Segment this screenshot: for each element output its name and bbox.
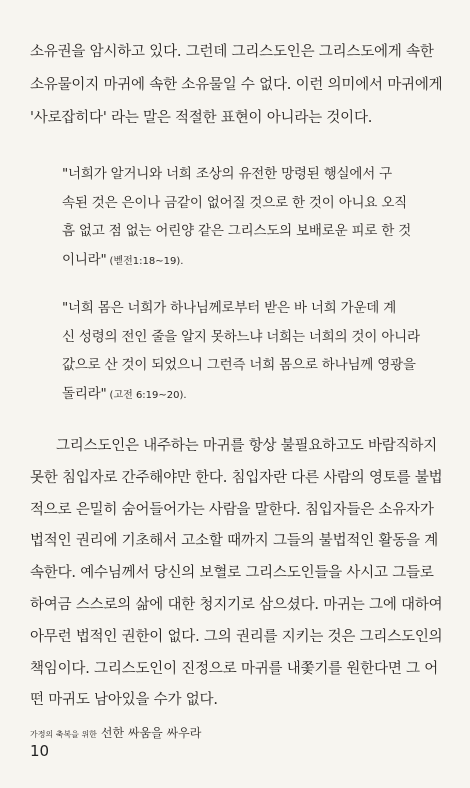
quote-line: 흠 없고 점 없는 어린양 같은 그리스도의 보배로운 피로 한 것 [62,223,412,239]
text-line: 소유권을 암시하고 있다. 그런데 그리스도인은 그리스도에게 속한 [30,44,434,60]
text-line: 적으로 은밀히 숨어들어가는 사람을 말한다. 침입자들은 소유자가 [30,501,434,518]
scripture-reference: (벧전1:18~19). [109,255,184,267]
quote-last-line [62,380,434,411]
text-line: 못한 침입자로 간주해야만 한다. 침입자란 다른 사람의 영토를 불법 [30,469,443,486]
quote-line: "너희가 알거니와 너희 조상의 유전한 망령된 행실에서 구 [62,166,392,182]
scripture-quote-2 [62,294,434,410]
text-line: 하여금 스스로의 삶에 대한 청지기로 삼으셨다. 마귀는 그에 대하여 [30,596,443,613]
text-line: 속한다. 예수님께서 당신의 보혈로 그리스도인들을 사시고 그들로 [30,565,434,582]
text-line [30,431,450,463]
text-line: 떤 마귀도 남아있을 수가 없다. [30,692,218,709]
main-paragraph [30,431,450,717]
text-line: '사로잡히다' 라는 말은 적절한 표현이 아니라는 것이다. [30,110,373,126]
page-number: 10 [30,742,50,760]
book-title: 선한 싸움을 싸우라 [100,726,202,740]
quote-line: "너희 몸은 너희가 하나님께로부터 받은 바 너희 가운데 계 [62,300,397,316]
running-footer [30,722,201,741]
quote-line: 값으로 산 것이 되었으니 그런즉 너희 몸으로 하나님께 영광을 [62,357,416,373]
quote-text: 돌리라" [62,385,107,402]
text-line: 책임이다. 그리스도인이 진정으로 마귀를 내쫓기를 원한다면 그 어 [30,660,439,677]
quote-text: 이니라" [62,251,107,268]
top-paragraph [30,36,448,135]
scripture-quote-1 [62,160,434,276]
text-line: 아무런 법적인 권한이 없다. 그의 권리를 지키는 것은 그리스도인의 [30,628,443,645]
quote-last-line [62,246,434,277]
quote-line: 신 성령의 전인 줄을 알지 못하느냐 너희는 너희의 것이 아니라 [62,328,420,345]
series-label: 가정의 축복을 위한 [30,730,97,739]
text-line-content: 그리스도인은 내주하는 마귀를 항상 불필요하고도 바람직하지 [56,438,438,454]
quote-line: 속된 것은 은이나 금같이 없어질 것으로 한 것이 아니요 오직 [62,194,408,211]
scripture-reference: (고전 6:19~20). [109,389,187,401]
text-line: 소유물이지 마귀에 속한 소유물일 수 없다. 이런 의미에서 마귀에게 [30,77,443,93]
text-line: 법적인 권리에 기초해서 고소할 때까지 그들의 불법적인 활동을 계 [30,533,439,550]
